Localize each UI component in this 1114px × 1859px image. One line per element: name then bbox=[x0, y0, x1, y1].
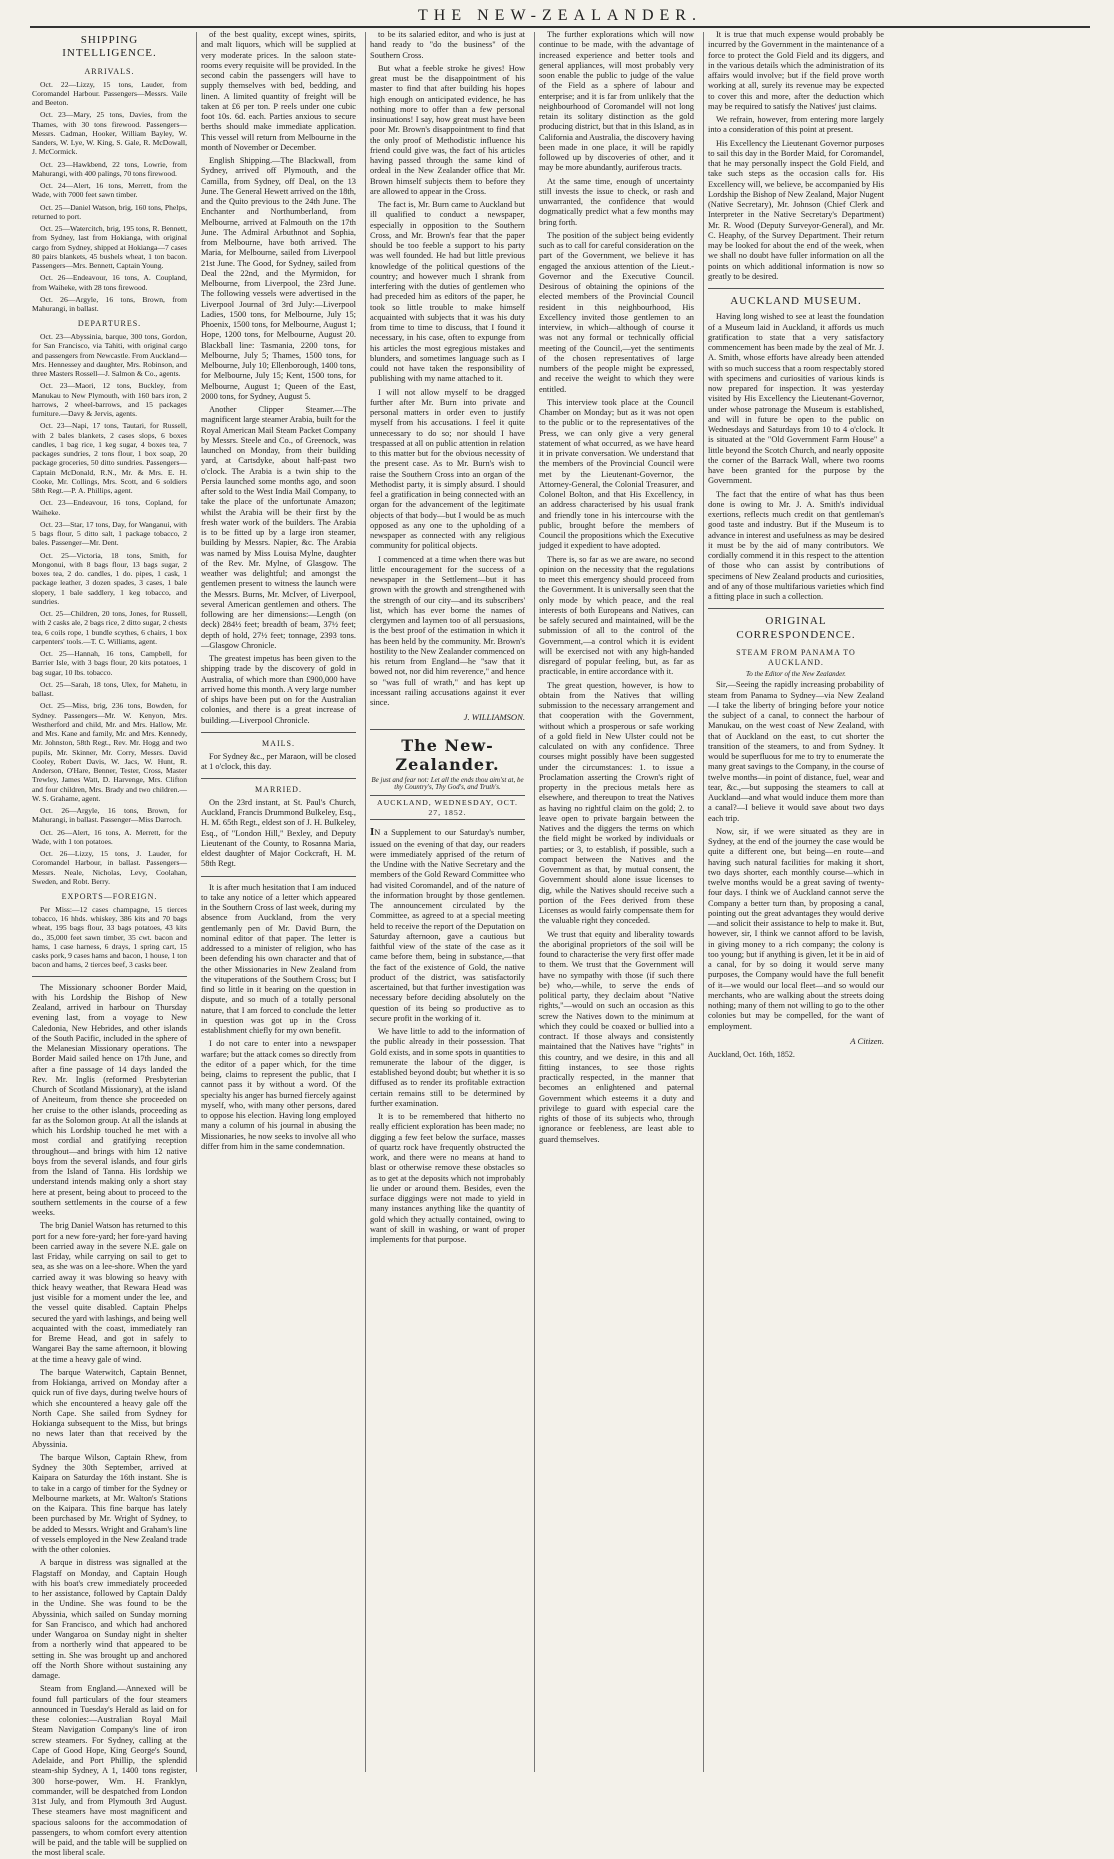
news-paragraph: The barque Waterwitch, Captain Bennet, from Hokianga, arrived on Monday after a quick run of five days, during twelve hours of which she encountered a heavy gale off the North Cape. She sailed from Sydney for Hokianga subsequent to the Miss, but brings no news later than that received by the Abyssinia. bbox=[32, 1367, 187, 1449]
leader-paragraph: The further explorations which will now continue to be made, with the advantage of increased experience and better tools and general appliances, will most probably very soon enable the public to judge of the value of the Field as a sphere of labour and enterprise; and it is far from unlikely that the neighbourhood of Coromandel will not long retain its solitary distinction as the gold producing district, but that in this Island, as in California and Australia, the discovery having been made in one place, it will be rapidly followed up by discoveries of other, and it may be more abundantly, auriferous tracts. bbox=[539, 30, 694, 173]
column-shipping-news bbox=[201, 30, 356, 1775]
news-paragraph: English Shipping.—The Blackwall, from Sydney, arrived off Plymouth, and the Camilla, from Sydney, off Deal, on the 13 June. The General Hewett arrived on the 18th, and the Quito previous to the 24th June. The Enchanter and Northumberland, from Melbourne, arrived at Falmouth on the 17th June. The Admiral Arbuthnot and Sophia, from Melbourne, have both arrived. The Maria, for Melbourne, sailed from Liverpool 21st June. The Good, for Sydney, sailed from Deal the 22nd, and the Myrmidon, for Melbourne, from Liverpool, the 23rd June. The following vessels were advertised in the Liverpool Journal of 3rd July:—Liverpool Ladies, 1500 tons, for Melbourne, July 15; Phoenix, 1500 tons, for Melbourne, August 1; Hope, 1200 tons, for Melbourne, August 20. Blackball line: Tasmania, 2200 tons, for Melbourne, July 5; Thames, 1500 tons, for Melbourne, July 10; Ellenborough, 1400 tons, for Melbourne, July 15; Kent, 1500 tons, for Melbourne, August 1; Queen of the East, 2000 tons, for Sydney, August 5. bbox=[201, 156, 356, 401]
letter-paragraph: I do not care to enter into a newspaper warfare; but the attack comes so directly from the editor of a paper which, for the time being, claims to represent the public, that I cannot pass it by without a word. Of the specialty his anger has burned fiercely against myself, who, with many other persons, dared to oppose his election. Having long employed many a column of his journal in abusing the Missionaries, he now seeks to involve all who differ from him in the same condemnation. bbox=[201, 1039, 356, 1151]
departure-entry: Oct. 23—Napi, 17 tons, Tautari, for Russell, with 2 bales blankets, 2 cases slops, 6 boxes candles, 1 bag rice, 1 keg sugar, 4 boxes tea, 7 packages sundries, 2 tons flour, 1 box soap, 20 package groceries, 50 ditto sundries. Passengers—Captain McDonald, R.N., Mr. & Mrs. E. H. Cooke, Mr. Collings, Mrs. Scott, and 6 soldiers 58th Regt.—P. A. Phillips, agent. bbox=[32, 421, 187, 496]
arrival-entry: Oct. 26—Endeavour, 16 tons, A. Coupland, from Waiheke, with 28 tons firewood. bbox=[32, 273, 187, 292]
letter-signature: J. WILLIAMSON. bbox=[463, 712, 525, 723]
leader-paragraph: It is true that much expense would probably be incurred by the Government in the maintenance of a force to protect the Gold Field and its diggers, and in the various details which the administration of its affairs would involve; but if the field prove worth working at all, surely its revenue may be expected to cover this and more, after the deduction which may be required to satisfy the Natives' just claims. bbox=[708, 30, 884, 111]
shipping-heading: SHIPPING INTELLIGENCE. bbox=[62, 34, 157, 60]
divider bbox=[201, 732, 356, 733]
museum-heading: AUCKLAND MUSEUM. bbox=[730, 295, 862, 307]
column-shipping bbox=[32, 30, 188, 1858]
leader-paragraph: This interview took place at the Council Chamber on Monday; but as it was not open to the public or to the representatives of the Press, we can only give a very general statement of what occurred, as we have heard it in private conversation. We understand that the members of the Provincial Council were met by the Lieutenant-Governor, the Attorney-General, the Colonial Treasurer, and Colonel Bolton, and that His Excellency, in an address characterised by his usual frank and friendly tone in his intercourse with the public, brought before the members of Council the propositions which the Executive judged it expedient to have adopted. bbox=[539, 397, 694, 551]
leader-paragraph bbox=[370, 826, 525, 1024]
divider bbox=[201, 876, 356, 877]
divider bbox=[708, 608, 884, 609]
column-rule bbox=[365, 32, 366, 1772]
steam-paragraph: Steam from England.—Annexed will be found full particulars of the four steamers announced in Tuesday's Herald as laid on for these colonies:—Australian Royal Mail Steam Navigation Company's line of iron screw steamers. For Sydney, calling at the Cape of Good Hope, King George's Sound, Adelaide, and Port Phillip, the splendid steam-ship Sydney, A 1, 1400 tons register, 300 horse-power, Wm. H. Franklyn, commander, will be despatched from London 31st July, and from Plymouth 3rd August. These steamers have most magnificent and spacious saloons for the accommodation of passengers, to whom comfort every attention will be paid, and the table will be supplied on the most liberal scale. bbox=[32, 1684, 187, 1858]
leader-paragraph: We have little to add to the information of the public already in their possession. That Gold exists, and in some spots in quantities to remunerate the labour of the digger, is established beyond doubt; but whether it is so diffused as to render its profitable extraction certain remains still to be determined by further examination. bbox=[370, 1027, 525, 1108]
museum-paragraph: The fact that the entire of what has thus been done is owing to Mr. J. A. Smith's individual exertions, reflects much credit on that gentleman's good taste and industry. But if the Museum is to advance in interest and usefulness as may be desired it must be by the aid of many contributors. We cordially commend it in this respect to the attention of those who can assist by contributions of specimens of New Zealand products and curiosities, and of any of those multifarious varieties which find a fitting place in such a collection. bbox=[708, 489, 884, 602]
mails-notice: For Sydney &c., per Maraon, will be closed at 1 o'clock, this day. bbox=[201, 751, 356, 771]
arrival-entry: Oct. 23—Mary, 25 tons, Davies, from the Thames, with 30 tons firewood. Passengers—Messrs. Cadman, Hooker, William Bayley, W. Sanders, W. Lye, W. King, S. Gale, R. McDowall, J. McCormick. bbox=[32, 110, 187, 157]
leader-text: N a Supplement to our Saturday's number, issued on the evening of that day, our readers were immediately apprised of the return of the Undine with the Native Secretary and the members of the Gold Reward Committee who had visited Coromandel, and of the nature of the information brought by those gentlemen. The announcement circulated by the Committee, as agreed to at a special meeting held to receive the report of the Deputation on Saturday afternoon, gave a cautious but faithful view of the state of the case as it came before them, being in substance,—that the fact of the existence of Gold, the native product of the district, was satisfactorily ascertained, but that further investigation was necessary before deciding absolutely on the question of its being so productive as to secure profit in the working of it. bbox=[370, 828, 525, 1023]
correspondence-subheading: STEAM FROM PANAMA TO AUCKLAND. bbox=[736, 648, 856, 667]
correspondence-paragraph: Sir,—Seeing the rapidly increasing probability of steam from Panama to Sydney—via New Zealand—I take the liberty of bringing before your notice the subject of a canal, to connect the harbour of Manukau, on the west coast of New Zealand, with that of Auckland on the east, to cut shorter the transition of the steamers, to and from Sydney. It would be superfluous for me to try to enumerate the many great savings to the Company, in the course of twelve months—in point of distance, fuel, wear and tear, &c.,—but supposing the steamers to call at Auckland—and what would induce them more than a canal?—I believe it would save about two days each trip. bbox=[708, 680, 884, 823]
leader-paragraph: We refrain, however, from entering more largely into a consideration of this point at present. bbox=[708, 115, 884, 135]
arrivals-heading: ARRIVALS. bbox=[84, 66, 135, 76]
letter-paragraph: I commenced at a time when there was but little encouragement for the success of a newspaper in the Settlement—but it has grown with the growth and strengthened with the strength of our city—and its subscribers' list, which has ever borne the names of clergymen and laymen too of all persuasions, is the best proof of the estimation in which it has been held by the community. Mr. Brown's hostility to the New Zealander commenced on his return from England—he "saw that it bowed not, nor did him reverence," and hence so "was full of wrath," and has kept up incessant railing accusations against it ever since. bbox=[370, 554, 525, 707]
correspondence-paragraph: Now, sir, if we were situated as they are in Sydney, at the end of the journey the case would be quite a different one, but being—en route—and having such natural facilities for making it short, two days shorter, each monthly course—which in twelve months would be a great saving of twenty-four days. I think we of Auckland cannot serve the Company a better turn than, by proposing a canal, pointing out the great advantages they would derive—and solicit their assistance to help to make it. But, however, sir, I think we cannot afford to be lavish, in giving money to a rich company; the colony is too young; but if anything is given, let it be in aid of a canal, for by so doing it would serve many purposes, the Company would have the full benefit of it—we would our local fleet—and so would our merchants, who are walking about the streets doing nothing; many of them not willing to go to the other colonies but may be compelled, for the want of employment. bbox=[708, 826, 884, 1031]
leader-paragraph: The position of the subject being evidently such as to call for careful consideration on the part of the Government, we believe it has engaged the anxious attention of the Lieut.-Governor and the Executive Council. Desirous of obtaining the opinions of the elected members of the Provincial Council resident in this neighbourhood, His Excellency invited those gentlemen to an interview, in which—although of course it was not any formal or technically official meeting of the Council,—yet the sentiments of the chosen representatives of large numbers of the people might be expressed, and receive the weight to which they were entitled. bbox=[539, 230, 694, 394]
leader-paragraph: The great question, however, is how to obtain from the Natives that willing submission to the necessary arrangement and that cooperation with the Government, without which a prosperous or safe working of a gold field in New Ulster could not be calculated on with any confidence. Three courses might possibly have been suggested under the circumstances: 1. to issue a Proclamation asserting the Crown's right of property in the precious metals here as elsewhere, and thereupon to treat the Natives as having no rightful claim on the gold; 2. to leave open to private bargain between the Natives and the diggers the terms on which the field might be worked by individuals or parties; or 3, to establish, if possible, such a compact between the Natives and the Government as that, by mutual consent, the Government should alone issue licenses to dig, while the Natives should receive such a portion of the Fees derived from these Licenses as would fairly compensate them for the valuable right they conceded. bbox=[539, 680, 694, 926]
column-rule bbox=[196, 32, 197, 1772]
departure-entry: Oct. 25—Children, 20 tons, Jones, for Russell, with 2 casks ale, 2 bags rice, 2 ditto sugar, 2 chests tea, 6 coils rope, 1 bundle scythes, 6 chairs, 1 box carpenters' tools.—T. C. Williams, agent. bbox=[32, 609, 187, 646]
leader-paragraph: His Excellency the Lieutenant Governor purposes to sail this day in the Border Maid, for Coromandel, that he may personally inspect the Gold Field, and take such steps as the occasion calls for. His Excellency will, we believe, be accompanied by His Lordship the Bishop of New Zealand, Major Nugent (Native Secretary), Mr. Johnson (Chief Clerk and Interpreter in the Native Secretary's Department) Mr. R. Wood (Deputy Surveyor-General), and Mr. C. Heaphy, of the Survey Department. Their return may be looked for about the end of the week, when we shall no doubt have fuller information on all the points on which additional information is now so greatly to be desired. bbox=[708, 138, 884, 281]
museum-paragraph: Having long wished to see at least the foundation of a Museum laid in Auckland, it affords us much gratification to state that a very satisfactory commencement has been made by the zeal of Mr. J. A. Smith, whose efforts have already been attended with so much success that a room respectably stored with specimens and curiosities of various kinds is now prepared for inspection. It was yesterday visited by His Excellency the Lieutenant-Governor, under whose patronage the Museum is established, and will in future be open to the public on Wednesdays and Saturdays from 10 to 4 o'clock. It is situated at the "Old Government Farm House" a little beyond the Scotch Church, and nearly opposite the corner of the Barrack Wall, where two rooms have been granted for the purpose by the Government. bbox=[708, 312, 884, 486]
news-paragraph: The barque Wilson, Captain Rhew, from Sydney the 30th September, arrived at Kaipara on Saturday the 16th instant. She is to take in a cargo of timber for the Sydney or Melbourne markets, at Mr. Walton's Stations on the Kaipara. This fine barque has lately been purchased by Mr. Wright of Sydney, to be added to Messrs. Wright and Graham's line of vessels employed in the New Zealand trade with the other colonies. bbox=[32, 1452, 187, 1555]
leader-paragraph: At the same time, enough of uncertainty still invests the issue to check, or rash and unwarranted, the confidence that would dogmatically predict what a few months may bring forth. bbox=[539, 176, 694, 227]
letter-paragraph: to be its salaried editor, and who is just at hand ready to "do the business" of the Southern Cross. bbox=[370, 30, 525, 60]
arrival-entry: Oct. 26—Argyle, 16 tons, Brown, from Mahurangi, in ballast. bbox=[32, 294, 187, 314]
column-rule bbox=[703, 32, 704, 1772]
nameplate-motto: Be just and fear not: Let all the ends thou aim'st at, be thy Country's, Thy God's, and Truth's. bbox=[371, 775, 524, 792]
news-paragraph: The greatest impetus has been given to the shipping trade by the discovery of gold in Australia, of which more than £900,000 have arrived home this month. A very large number of ships have been put on for the Australian colonies, and there is a great increase of building.—Liverpool Chronicle. bbox=[201, 654, 356, 725]
departure-entry: Oct. 26—Argyle, 16 tons, Brown, for Mahurangi, in ballast. Passenger—Miss Darroch. bbox=[32, 806, 187, 825]
leader-paragraph: We trust that equity and liberality towards the aboriginal proprietors of the soil will be found to characterise the very first offer made to them. We trust that the Government will have no sympathy with those (if such there be) who,—while, to serve the ends of political party, they declaim about "Native rights,"—would on such an occasion as this screw the Natives down to the minimum at which they could be coaxed or bullied into a contract. If those always and consistently maintained that the Natives have "rights" in this country, and we desire, in this and all fitting instances, to see those rights practically respected, in the manner that becomes an enlightened and paternal Government which esteems it a duty and privilege to guard with especial care the rights of those of its subjects who, through ignorance or feebleness, are least able to guard themselves. bbox=[539, 929, 694, 1144]
correspondence-signature: A Citizen. bbox=[850, 1035, 884, 1046]
departure-entry: Oct. 23—Endeavour, 16 tons, Copland, for Waiheke. bbox=[32, 498, 187, 517]
departures-heading: DEPARTURES. bbox=[77, 319, 142, 329]
departure-entry: Oct. 25—Hannah, 16 tons, Campbell, for Barrier Isle, with 3 bags flour, 20 kits potatoes, 1 bag sugar, 10 lbs. tobacco. bbox=[32, 649, 187, 677]
news-paragraph: A barque in distress was signalled at the Flagstaff on Monday, and Captain Hough with his boat's crew immediately proceeded to her assistance, followed by Captain Daldy in the Undine. She was found to be the Abyssinia, which sailed on Sunday morning for San Francisco, and which had anchored under Wangaroa on Sunday night in shelter from a northerly wind that appeared to be setting in. She was brought up and anchored off the North Shore without sustaining any damage. bbox=[32, 1558, 187, 1681]
column-letter-and-leader bbox=[370, 30, 525, 1775]
letter-paragraph: It is after much hesitation that I am induced to take any notice of a letter which appeared in the Southern Cross of last week, during my absence from Auckland, from the very gentlemanly pen of Mr. David Burn, the nominal editor of that paper. The letter is addressed to a minister of religion, who has been defending his own character and that of the other Missionaries in New Zealand from the vituperations of the Southern Cross; but I find so little in it bearing on the question in dispute, and so much of a totally personal nature, that I am forced to conclude the letter in question was got up in the Cross establishment chiefly for my own benefit. bbox=[201, 882, 356, 1035]
departure-entry: Oct. 25—Sarah, 18 tons, Ulex, for Mahetu, in ballast. bbox=[32, 679, 187, 699]
departure-entry: Oct. 25—Victoria, 18 tons, Smith, for Mongonui, with 8 bags flour, 13 bags sugar, 2 boxes tea, 2 do. candles, 1 do. pipes, 1 cask, 1 package leather, 3 dozen spades, 3 cases, 1 bale slopery, 1 bale saddlery, 1 keg tobacco, and sundries. bbox=[32, 550, 187, 606]
news-paragraph: The brig Daniel Watson has returned to this port for a new fore-yard; her fore-yard having been carried away in the severe N.E. gale on last Friday, while carrying on sail to get to sea, as she was on a lee-shore. When the yard carried away it was blowing so heavy with thick heavy weather, that Rewara Head was just visible for a moment under the lee, and the vessel quite disabled. Captain Phelps secured the yard with lashings, and being well acquainted with the coast, immediately ran for Breme Head, and got in safely to Wangarei Bay the same afternoon, it blowing at the time a heavy gale of wind. bbox=[32, 1221, 187, 1364]
married-heading: MARRIED. bbox=[255, 785, 302, 794]
leader-paragraph: It is to be remembered that hitherto no really efficient exploration has been made; no digging a few feet below the surface, masses of quartz rock have frequently obstructed the work, and there were no means at hand to blast or otherwise remove these obstacles so as to get at the deposits which not improbably lie under or around them. Besides, even the surface diggings were not made to yield in many instances anything like the quantity of gold which they actually contained, owing to want of skill in washing, or want of proper implements for that purpose. bbox=[370, 1112, 525, 1245]
news-paragraph: Another Clipper Steamer.—The magnificent large steamer Arabia, built for the Royal American Mail Steam Packet Company by Messrs. Steele and Co., of Greenock, was launched on Monday, from their building yard, at Cartsdyke, about half-past two o'clock. The Arabia is a twin ship to the Persia launched some months ago, and soon after sold to the West India Mail Company, to take the place of the unfortunate Amazon; whilst the Arabia will be their first by the fresh water work of the builders. The Arabia is to be fitted up by a large iron steamer, building by Messrs. Napier, &c. The Arabia was named by Miss Louisa Mylne, daughter of the Rev. Mr. Mylne, of Glasgow. The weather was delightful; and amongst the gentlemen present to witness the launch were the Messrs. Burns, Mr. McIver, of Liverpool, several American gentlemen and others. The following are her dimensions:—Length (on deck) 284½ feet; breadth of beam, 37½ feet; depth of hold, 27½ feet; tonnage, 2393 tons.—Glasgow Chronicle. bbox=[201, 405, 356, 650]
correspondence-date: Auckland, Oct. 16th, 1852. bbox=[708, 1050, 795, 1060]
correspondence-heading: ORIGINAL CORRESPONDENCE. bbox=[736, 615, 856, 641]
column-leader-continued bbox=[539, 30, 694, 1775]
divider bbox=[370, 729, 525, 730]
leader-paragraph: There is, so far as we are aware, no second opinion on the necessity that the regulations to meet this emergency should proceed from the Government. It is universally seen that the only mode by which peace, and the real interests of both Europeans and Natives, can be safely secured and maintained, will be the submission of all to the control of the Government,—a control which it is evident will be exercised not with any high-handed disregard of popular feeling, but, as far as practicable, in entire accordance with it. bbox=[539, 554, 694, 677]
departure-entry: Oct. 23—Abyssinia, barque, 300 tons, Gordon, for San Francisco, via Tahiti, with original cargo and passengers from Newcastle. From Auckland—Mrs. Hennessey and daughter, Mrs. Robinson, and three Masters Rossell—J. Salmon & Co., agents. bbox=[32, 332, 187, 379]
departure-entry: Oct. 26—Lizzy, 15 tons, J. Lauder, for Coromandel Harbour, in ballast. Passengers—Messrs. Neale, Nicholas, Levy, Coolahan, Sweden, and Robt. Berry. bbox=[32, 849, 187, 886]
column-museum-correspondence bbox=[708, 30, 884, 1775]
nameplate bbox=[370, 736, 525, 775]
running-head: THE NEW-ZEALANDER. bbox=[30, 6, 1090, 28]
column-rule bbox=[534, 32, 535, 1772]
letter-paragraph: The fact is, Mr. Burn came to Auckland but ill qualified to conduct a newspaper, especially in opposition to the Southern Cross, and Mr. Brown's fear that the paper should be too feeble a support to his party was well founded. He had but little previous knowledge of the political questions of the country; and however much I shrank from interfering with the duties of gentlemen who had preceded him as editors of the paper, he took so little trouble to make himself acquainted with subjects that it was his duty from time to time to discuss, that I found it necessary, in his case, often to expunge from his articles the most egregious mistakes and blunders, and sometimes language such as I could not have taken the responsibility of publishing with my name attached to it. bbox=[370, 200, 525, 384]
correspondence-salutation: To the Editor of the New Zealander. bbox=[746, 669, 846, 678]
departure-entry: Oct. 25—Miss, brig, 236 tons, Bowden, for Sydney. Passengers—Mr. W. Kenyon, Mrs. Westherford and child, Mr. and Mrs. Hallow, Mr. and Mrs. Kane and family, Mr. and Mrs. Kennedy, Mr. Johnston, 58th Regt., Rev. Mr. Hogg and two pupils, Mr. Skinner, Mr. Corry, Messrs. David Cooley, Robert Davis, W. Jacs, W. Hunt, R. Anderson, O'Hare, Benner, Tester, Cross, Master Trewley, James Watt, D. Harvenge, Mrs. Clifton and four children, Mrs. Brady and two children.—W. S. Grahame, agent. bbox=[32, 701, 187, 803]
drop-cap: I bbox=[370, 826, 375, 839]
arrival-entry: Oct. 25—Watercitch, brig, 195 tons, R. Bennett, from Sydney, last from Hokianga, with original cargo from Sydney, shipped at Hokianga—7 cases 80 pairs blankets, 45 bushels wheat, 1 ton bacon. Passengers—Mrs. Bennett, Captain Young. bbox=[32, 224, 187, 271]
letter-paragraph: I will not allow myself to be dragged further after Mr. Burn into private and personal matters in order even to justify myself from his accusations. I feel it quite unnecessary to do so; nor should I have trespassed at all on public attention in relation to this matter but for the obvious necessity of the present case. As to Mr. Burn's wish to raise the Southern Cross into an organ of the Methodist party, it is simply absurd. I should feel a gratification in being connected with an organ for the advancement of the legitimate objects of that body—but I would be as much opposed as any one to the upholding of a newspaper as connected with any religious community for political objects. bbox=[370, 387, 525, 551]
divider bbox=[201, 778, 356, 779]
married-notice: On the 23rd instant, at St. Paul's Church, Auckland, Francis Drummond Bulkeley, Esq., H. M. 65th Regt., eldest son of J. H. Bulkeley, Esq., of "London Hill," Bexley, and Deputy Lieutenant of the County, to Rosanna Maria, eldest daughter of Major Cockcraft, H. M. 58th Regt. bbox=[201, 797, 356, 869]
mails-heading: MAILS. bbox=[262, 738, 295, 748]
issue-dateline: AUCKLAND, WEDNESDAY, OCT. 27, 1852. bbox=[370, 795, 525, 820]
letter-paragraph: But what a feeble stroke he gives! How great must be the disappointment of his master to find that after building his hopes high enough on anticipated evidence, he has nothing more to offer than a few personal insinuations! I say, how great must have been poor Mr. Brown's disappointment to find that the only proof of Methodistic influence his friend could give was, the fact of his articles having passed through the same kind of ordeal in the New Zealander office that Mr. Brown himself subjects them to before they are allowed to appear in the Cross. bbox=[370, 63, 525, 196]
exports-entry: Per Miss:—12 cases champagne, 15 tierces tobacco, 16 hhds. whiskey, 386 kits and 70 bags wheat, 195 bags flour, 33 bags potatoes, 43 kits do., 35,000 feet sawn timber, 35 cwt. bacon and hams, 1 case harness, 6 drays, 1 spring cart, 15 casks pork, 9 cases hams and bacon, 1 house, 1 ton bacon and hams, 2 tierces beef, 3 casks beer. bbox=[32, 904, 188, 970]
departure-entry: Oct. 23—Maori, 12 tons, Buckley, from Manukau to New Plymouth, with 160 bars iron, 2 harrows, 2 wheel-barrows, and 15 packages furniture.—Davy & Jervis, agents. bbox=[32, 381, 187, 419]
divider bbox=[32, 976, 187, 977]
exports-heading: EXPORTS—FOREIGN. bbox=[61, 892, 158, 902]
news-paragraph: The Missionary schooner Border Maid, with his Lordship the Bishop of New Zealand, arrived in harbour on Thursday evening last, from a voyage to New Caledonia, New Hebrides, and other islands of the South Pacific, included in the sphere of the Melanesian Missionary operations. The Border Maid sailed hence on 17th June, and after a fine passage of 14 days landed the Rev. Mr. Inglis (reformed Presbyterian Church of Scotland Missionary), at the island of Aneiteum, from thence she proceeded on her cruise to the other islands, proceeding as far as the Solomon group. At all the islands at which his Lordship touched he met with a most cordial and gratifying reception throughout—and brings with him 12 native boys from the several islands, and four girls from the Island of Tanna. His lordship we understand intends making only a short stay here at present, being about to proceed to the southern settlements in the course of a few weeks. bbox=[32, 982, 187, 1218]
departure-entry: Oct. 26—Alert, 16 tons, A. Merrett, for the Wade, with 1 ton potatoes. bbox=[32, 827, 187, 846]
arrival-entry: Oct. 23—Hawkbend, 22 tons, Lowrie, from Mahurangi, with 400 palings, 70 tons firewood. bbox=[32, 159, 187, 178]
nameplate-title: The New-Zealander. bbox=[395, 735, 500, 775]
divider bbox=[708, 288, 884, 289]
news-paragraph: of the best quality, except wines, spirits, and malt liquors, which will be supplied at very moderate prices. In the saloon state-rooms every requisite will be provided. In the second cabin the passengers will have to supply themselves with bed, bedding, and linen. A limited quantity of freight will be taken at £6 per ton. P reels under one cubic foot 10s. 6d. each. Parties anxious to secure berths should make immediate application. This vessel will return from Melbourne in the month of November or December. bbox=[201, 30, 356, 152]
arrival-entry: Oct. 25—Daniel Watson, brig, 160 tons, Phelps, returned to port. bbox=[32, 202, 187, 221]
departure-entry: Oct. 23—Star, 17 tons, Day, for Wanganui, with 5 bags flour, 5 ditto salt, 1 package tobacco, 2 bales. Passenger—Mr. Dent. bbox=[32, 519, 187, 548]
arrival-entry: Oct. 24—Alert, 16 tons, Merrett, from the Wade, with 7000 feet sawn timber. bbox=[32, 181, 187, 200]
arrival-entry: Oct. 22—Lizzy, 15 tons, Lauder, from Coromandel Harbour. Passengers—Messrs. Vaile and Beeton. bbox=[32, 79, 187, 108]
